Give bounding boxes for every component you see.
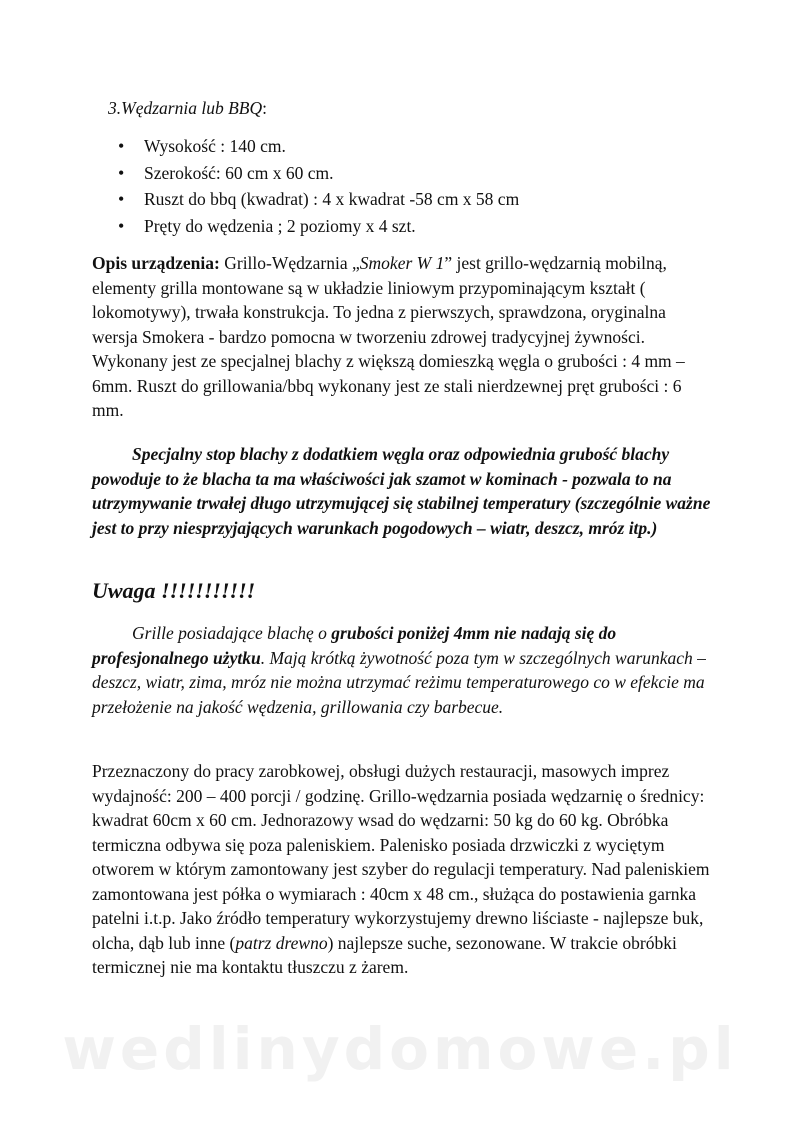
warning-paragraph: Grille posiadające blachę o grubości poniżej 4mm nie nadają się do profesjonalnego użytku. Mają krótką żywotność poza tym w szczególnych warunkach – deszcz, wiatr, zima, mróz nie można utrzymać reżimu temperaturowego co w efekcie ma przełożenie na jakość wędzenia, grillowania czy barbecue. [92,623,706,717]
spec-item-height: • Wysokość : 140 cm. [92,133,712,160]
spec-item-width: • Szerokość: 60 cm x 60 cm. [92,160,712,187]
warning-title: Uwaga !!!!!!!!!!! [92,578,256,603]
specs-list [92,133,712,239]
spec-item-grill-grate: • Ruszt do bbq (kwadrat) : 4 x kwadrat -58 cm x 58 cm [92,186,712,213]
highlight-paragraph: Specjalny stop blachy z dodatkiem węgla oraz odpowiednia grubość blachy powoduje to że blacha ta ma właściwości jak szamot w kominach - pozwala to na utrzymywanie trwałej długo utrzymującej się stabilnej temperatury (szczególnie ważne jest to przy niesprzyjających warunkach pogodowych – wiatr, deszcz, mróz itp.) [92,444,711,538]
spec-item-smoking-rods: • Pręty do wędzenia ; 2 poziomy x 4 szt. [92,213,712,240]
warning-emphasis: grubości poniżej 4mm nie nadają się do profesjonalnego użytku [92,623,617,668]
product-name: Smoker W 1 [359,253,445,273]
description-paragraph: Opis urządzenia: Grillo-Wędzarnia „Smoker W 1” jest grillo-wędzarnią mobilną, elementy grilla montowane są w układzie liniowym przypominającym kształt ( lokomotywy), trwała konstrukcja. To jedna z pierwszych, sprawdzona, oryginalna wersja Smokera - bardzo pomocna w tworzeniu zdrowej tradycyjnej żywności. Wykonany jest ze specjalnej blachy z większą domieszką węgla o grubości : 4 mm – 6mm. Ruszt do grillowania/bbq wykonany jest ze stali nierdzewnej pręt grubości : 6 mm. [92,253,685,420]
wood-reference-link[interactable]: patrz drewno [235,932,328,953]
section-heading: 3.Wędzarnia lub BBQ: [108,98,267,118]
watermark: wedlinydomowe.pl [62,1015,738,1083]
usage-paragraph: Przeznaczony do pracy zarobkowej, obsługi dużych restauracji, masowych imprez wydajność: 200 – 400 porcji / godzinę. Grillo-wędzarnia posiada wędzarnię o średnicy: kwadrat 60cm x 60 cm. Jednorazowy wsad do wędzarni: 50 kg do 60 kg. Obróbka termiczna odbywa się poza paleniskiem. Palenisko posiada drzwiczki z wyciętym otworem w którym zamontowany jest szyber do regulacji temperatury. Nad paleniskiem zamontowana jest półka o wymiarach : 40cm x 48 cm., służąca do postawienia garnka patelni i.t.p. Jako źródło temperatury wykorzystujemy drewno liściaste - najlepsze buk, olcha, dąb lub inne (patrz drewno) najlepsze suche, sezonowane. W trakcie obróbki termicznej nie ma kontaktu tłuszczu z żarem. [92,761,710,977]
description-label: Opis urządzenia: [92,253,220,273]
